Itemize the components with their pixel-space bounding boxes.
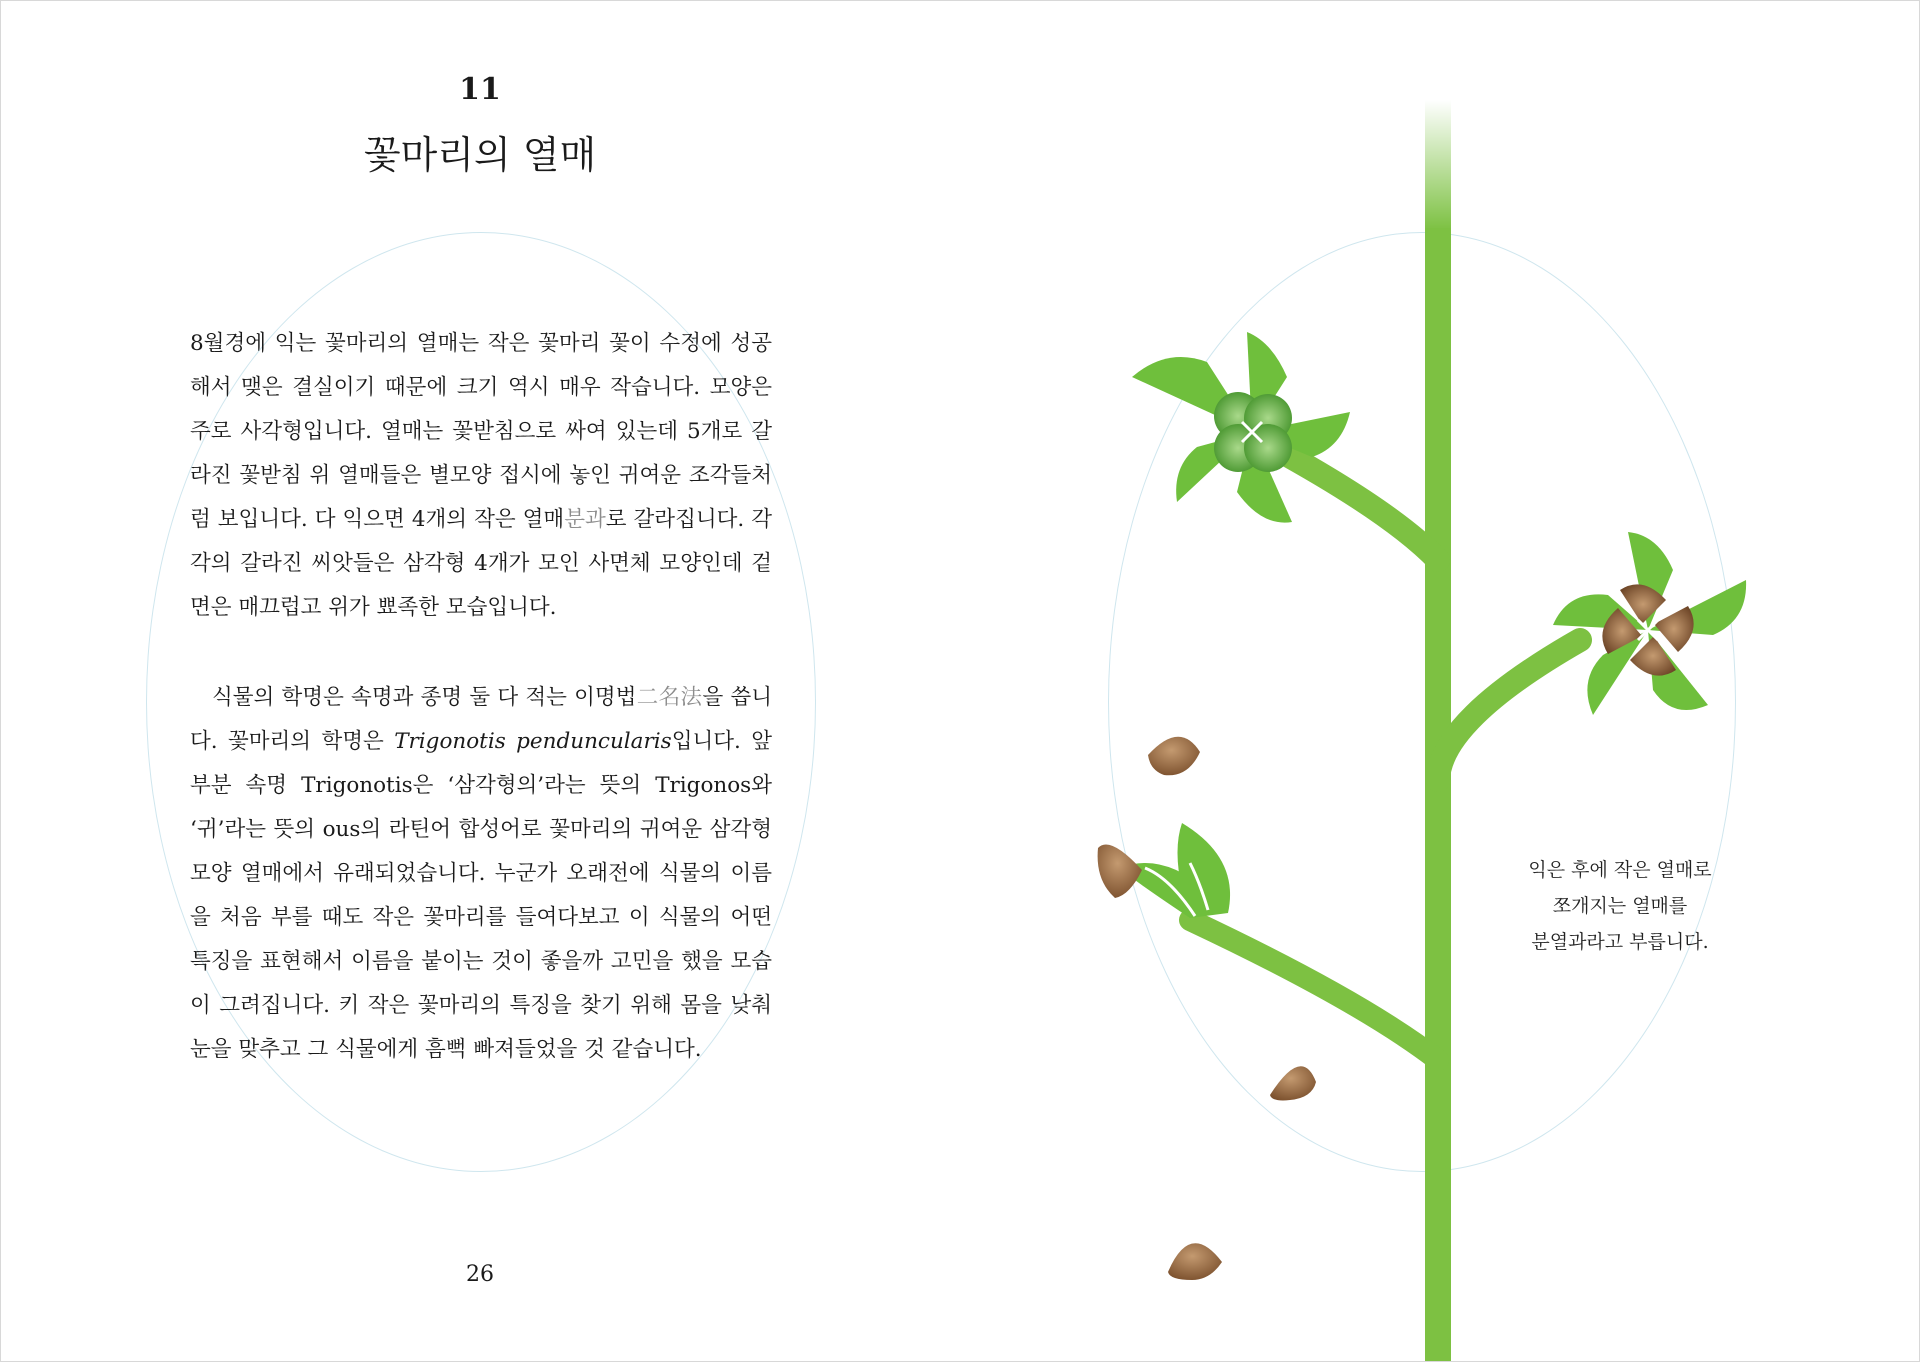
text-segment: 입니다. 앞부분 속명 Trigonotis은 ‘삼각형의’라는 뜻의 Trigonos와 ‘귀’라는 뜻의 ous의 라틴어 합성어로 꽃마리의 귀여운 삼각형 모양 열매에서 유래되었습니다. 누군가 오래전에 식물의 이름을 처음 부를 때도 작은 꽃마리를 들여다보고 이 식물의 어떤 특징을 표현해서 이름을 붙이는 것이 좋을까 고민을 했을 모습이 그려집니다. 키 작은 꽃마리의 특징을 찾기 위해 몸을 낮춰 눈을 맞추고 그 식물에게 흠뻑 빠져들었을 것 같습니다.	[190, 729, 772, 1062]
gloss-annotation: 二名法	[636, 685, 703, 710]
ripe-fruit-cluster	[1553, 532, 1746, 715]
gloss-annotation: 분과	[564, 507, 606, 532]
text-segment: 식물의 학명은 속명과 종명 둘 다 적는 이명법	[212, 685, 637, 710]
right-page	[960, 0, 1920, 1362]
falling-seed	[1148, 737, 1200, 776]
chapter-title: 꽃마리의 열매	[363, 133, 597, 177]
paragraph-fruit-description	[190, 322, 772, 630]
text-segment: 8월경에 익는 꽃마리의 열매는 작은 꽃마리 꽃이 수정에 성공해서 맺은 결실이기 때문에 크기 역시 매우 작습니다. 모양은 주로 사각형입니다. 열매는 꽃받침으로 싸여 있는데 5개로 갈라진 꽃받침 위 열매들은 별모양 접시에 놓인 귀여운 조각들처럼 보입니다. 다 익으면 4개의 작은 열매	[190, 331, 772, 532]
page-number: 26	[466, 1262, 494, 1287]
text-segment: 을 씁니다. 꽃마리의 학명은	[190, 685, 772, 754]
caption-line: 익은 후에 작은 열매로	[1528, 859, 1712, 881]
falling-seed	[1168, 1243, 1222, 1280]
paragraph-scientific-name	[190, 676, 772, 1072]
falling-seed	[1098, 844, 1142, 898]
falling-seed	[1270, 1066, 1316, 1100]
caption-line: 쪼개지는 열매를	[1552, 895, 1688, 917]
right-branch	[1438, 640, 1580, 780]
latin-name: Trigonotis penduncularis	[394, 729, 672, 754]
chapter-number: 11	[459, 72, 501, 107]
caption-line: 분열과라고 부릅니다.	[1531, 931, 1709, 953]
green-fruit-cluster	[1132, 332, 1350, 523]
text-segment: 로 갈라집니다. 각각의 갈라진 씨앗들은 삼각형 4개가 모인 사면체 모양인데 겉면은 매끄럽고 위가 뾰족한 모습입니다.	[190, 507, 772, 620]
illustration-caption	[1480, 852, 1760, 960]
plant-illustration	[960, 0, 1920, 1362]
lower-branch	[1190, 920, 1438, 1060]
